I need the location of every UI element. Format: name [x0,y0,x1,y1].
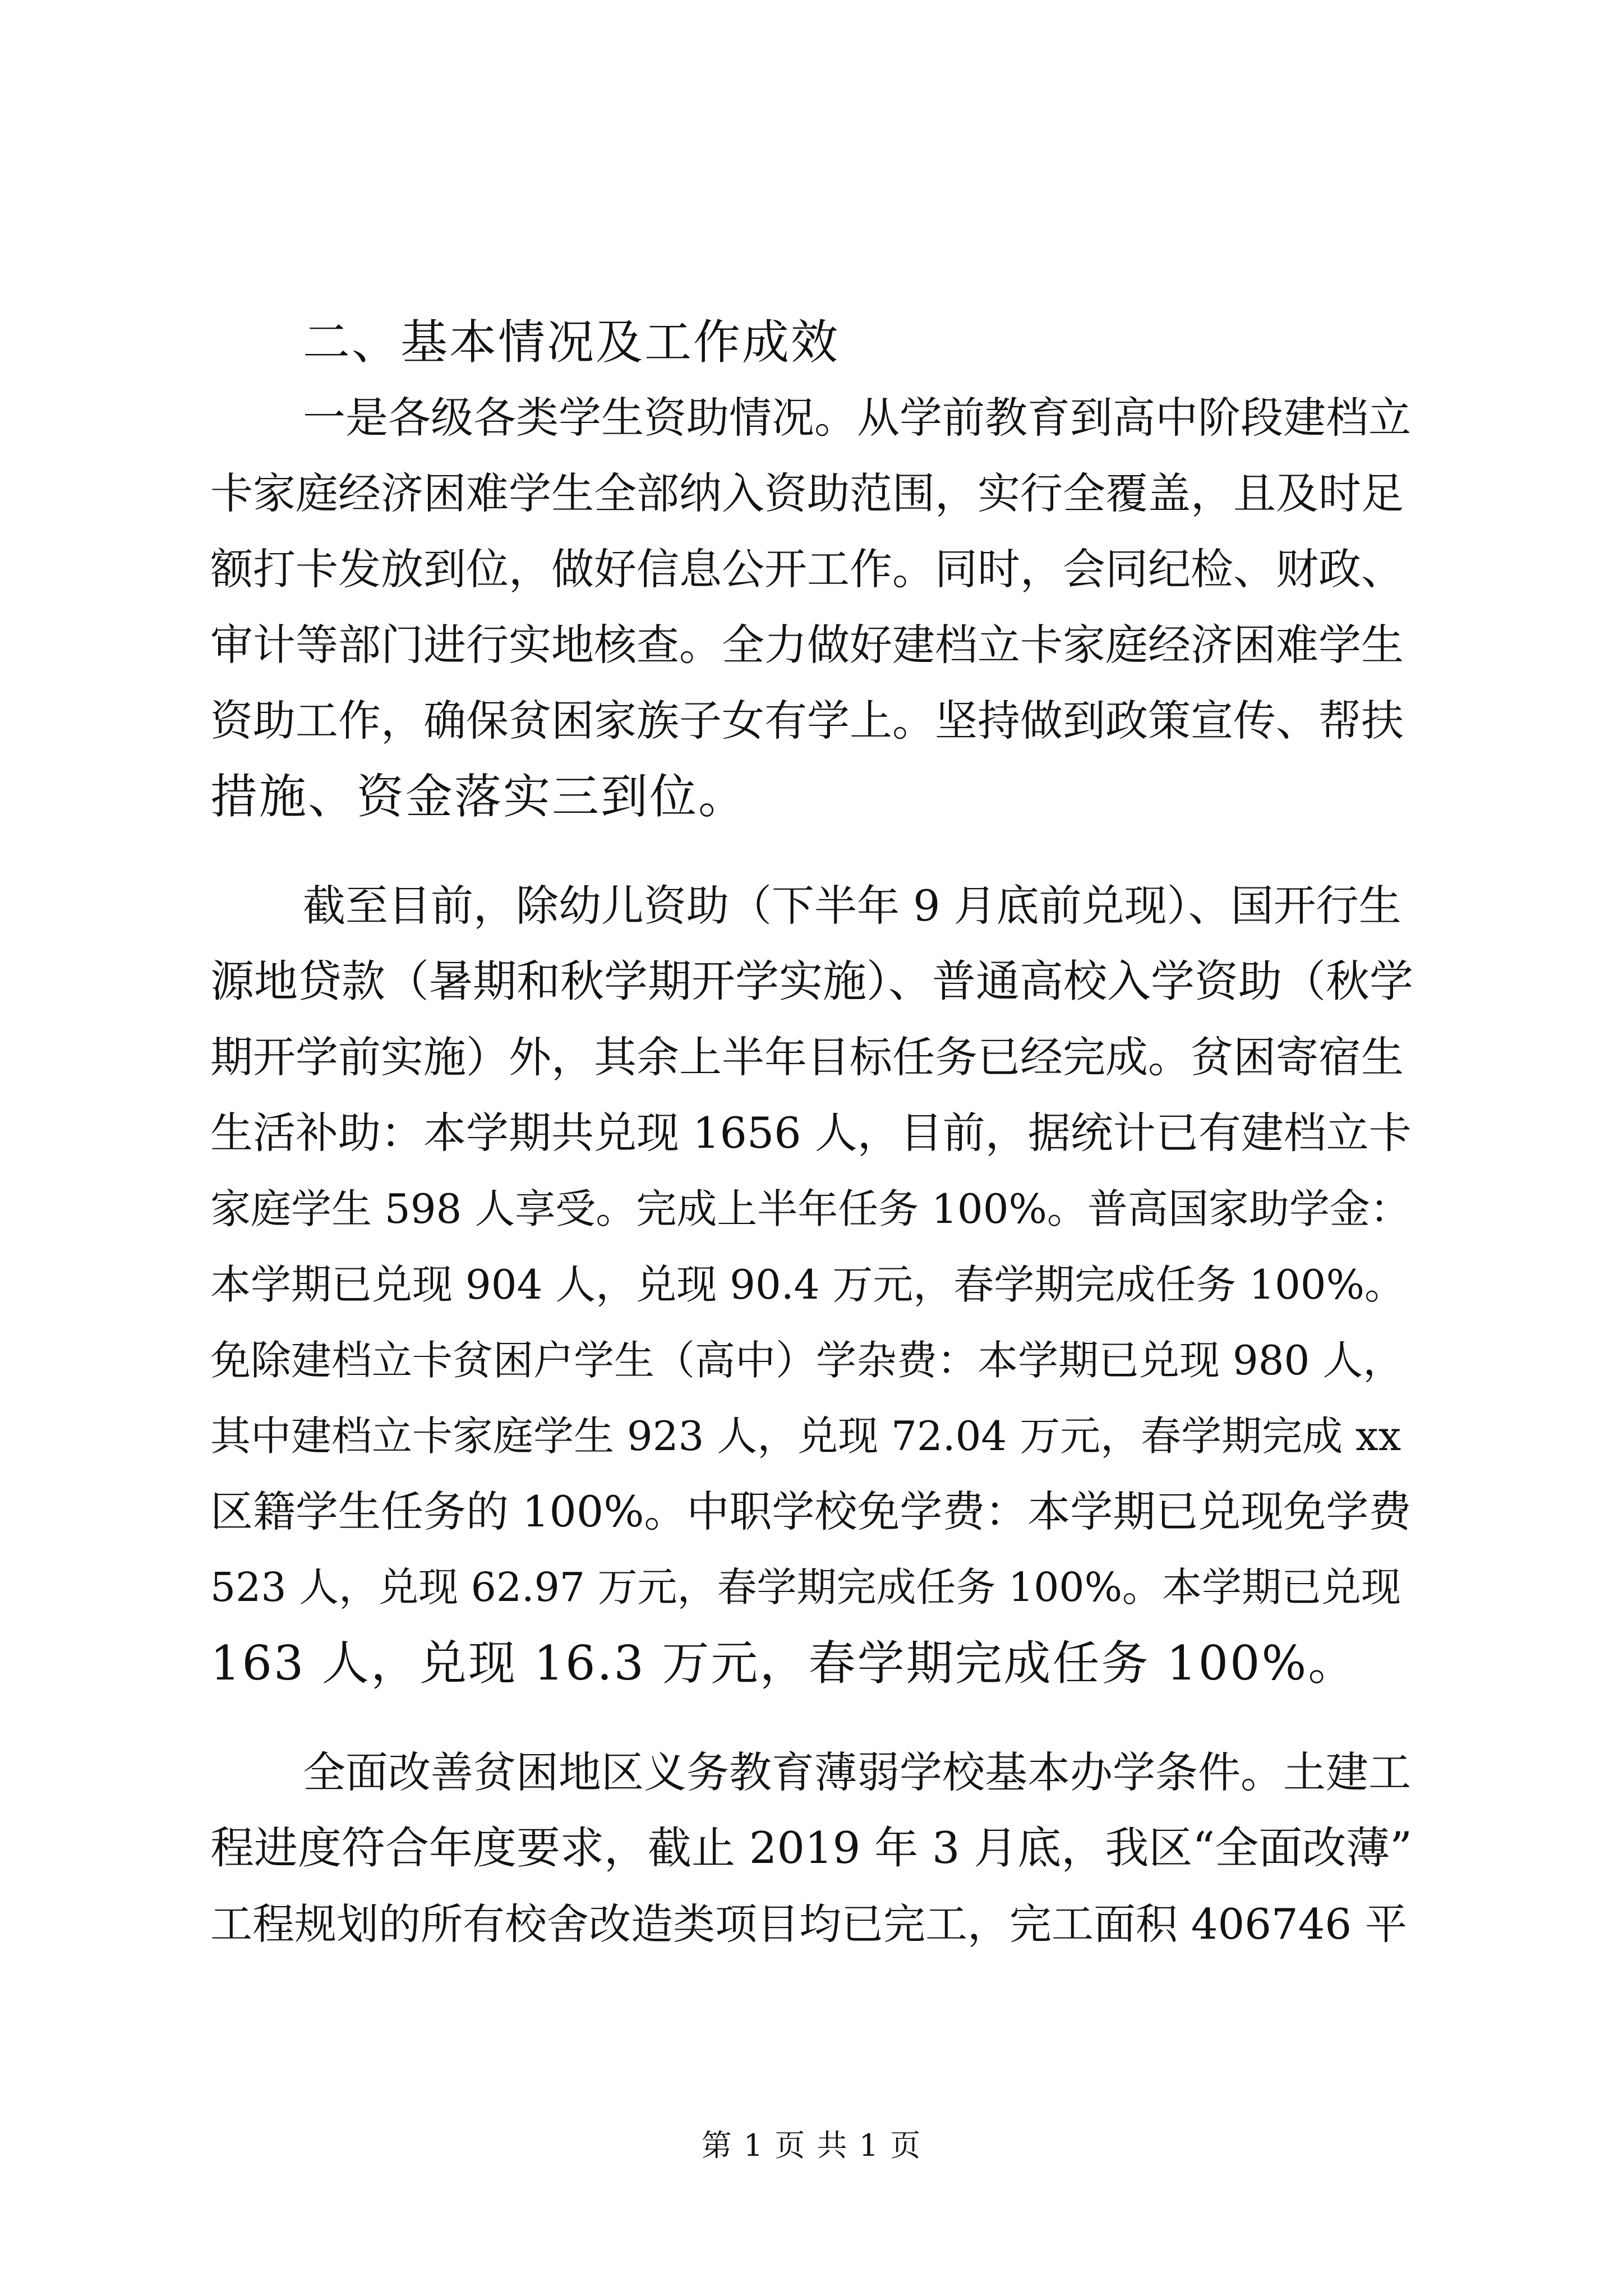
paragraph-3-line-3: 工程规划的所有校舍改造类项目均已完工，完工面积 406746 平 [210,1899,1407,1949]
paragraph-2-line-4: 生活补助：本学期共兑现 1656 人，目前，据统计已有建档立卡 [210,1108,1412,1158]
paragraph-3-line-1: 全面改善贫困地区义务教育薄弱学校基本办学条件。土建工 [303,1747,1411,1797]
paragraph-2-line-8: 其中建档立卡家庭学生 923 人，兑现 72.04 万元，春学期完成 xx [210,1412,1401,1460]
paragraph-2-line-5: 家庭学生 598 人享受。完成上半年任务 100%。普高国家助学金： [210,1185,1410,1232]
paragraph-2-line-6: 本学期已兑现 904 人，兑现 90.4 万元，春学期完成任务 100%。 [210,1261,1405,1308]
paragraph-2-line-7: 免除建档立卡贫困户学生（高中）学杂费：本学期已兑现 980 人， [210,1337,1404,1384]
paragraph-2-line-10: 523 人，兑现 62.97 万元，春学期完成任务 100%。本学期已兑现 [210,1564,1401,1611]
paragraph-1-line-1: 一是各级各类学生资助情况。从学前教育到高中阶段建档立 [303,393,1411,443]
paragraph-1-line-5: 资助工作，确保贫困家族子女有学上。坚持做到政策宣传、帮扶 [210,696,1404,746]
paragraph-1-line-3: 额打卡发放到位，做好信息公开工作。同时，会同纪检、财政、 [210,544,1404,594]
paragraph-1-line-4: 审计等部门进行实地核查。全力做好建档立卡家庭经济困难学生 [210,620,1404,670]
paragraph-2-line-1: 截至目前，除幼儿资助（下半年 9 月底前兑现）、国开行生 [303,881,1401,931]
paragraph-3-line-2: 程进度符合年度要求，截止 2019 年 3 月底，我区“全面改薄” [210,1823,1413,1874]
section-heading: 二、基本情况及工作成效 [303,315,840,370]
paragraph-2-line-9: 区籍学生任务的 100%。中职学校免学费：本学期已兑现免学费 [210,1487,1412,1536]
paragraph-2-line-2: 源地贷款（暑期和秋学期开学实施）、普通高校入学资助（秋学 [210,956,1414,1007]
paragraph-1-line-6: 措施、资金落实三到位。 [210,769,748,824]
paragraph-2-line-3: 期开学前实施）外，其余上半年目标任务已经完成。贫困寄宿生 [210,1032,1404,1082]
paragraph-2-line-11: 163 人，兑现 16.3 万元，春学期完成任务 100%。 [210,1636,1357,1691]
paragraph-1-line-2: 卡家庭经济困难学生全部纳入资助范围，实行全覆盖，且及时足 [210,468,1404,518]
page-footer: 第 1 页 共 1 页 [701,2128,922,2163]
